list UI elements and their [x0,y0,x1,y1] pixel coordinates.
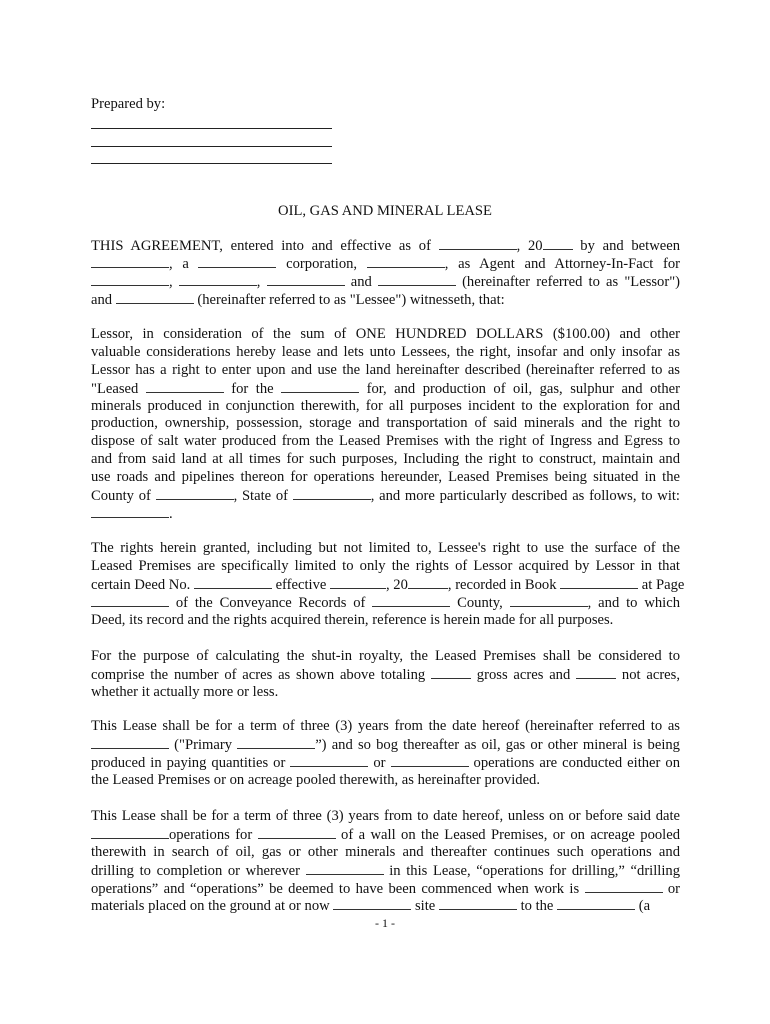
fill-in-blank[interactable] [330,576,386,589]
fill-in-blank[interactable] [439,237,517,250]
paragraph-shut-in-royalty [91,648,680,702]
text-segment: , and to which [587,594,680,611]
fill-in-blank[interactable] [306,862,384,875]
text-line [91,576,685,594]
fill-in-blank[interactable] [372,594,450,607]
text-line [91,754,680,772]
text-line [91,344,680,362]
text-segment: The rights herein granted, including but not limited to, Lessee's right to use the surface of the [91,540,680,556]
text-segment: "Leased [91,380,146,397]
fill-in-blank[interactable] [156,487,234,500]
text-segment: for, and production of oil, gas, sulphur and other [359,380,680,397]
text-segment: therewith in search of oil, gas or other minerals and thereafter continues such operations and [91,843,680,860]
fill-in-blank[interactable] [439,897,517,910]
text-segment: For the purpose of calculating the shut-in royalty, the Leased Premises shall be considered to [91,648,680,664]
text-segment: operations are conducted either on [468,754,680,771]
fill-in-blank[interactable] [367,255,445,268]
text-line [91,844,680,862]
text-segment: produced in paying quantities or [91,754,291,771]
fill-in-blank[interactable] [116,291,194,304]
text-segment: operations” and “operations” be deemed to have been commenced when work is [91,880,585,897]
text-segment: gross acres and [471,666,577,683]
text-segment: , [169,273,179,290]
fill-in-blank[interactable] [431,666,471,679]
text-line [91,718,680,736]
text-segment: , [256,273,267,290]
text-segment: ”) and so bog thereafter as oil, gas or other mineral is being [315,736,680,753]
fill-in-blank[interactable] [237,736,315,749]
text-segment: Lessor has a right to enter upon and use the land hereinafter described (hereinafter referred to as [91,361,680,378]
text-line [91,540,680,558]
text-line [91,880,680,898]
text-line [91,772,680,790]
text-segment: materials placed on the ground at or now [91,898,334,915]
text-line [91,291,680,309]
text-segment: to the [516,898,558,915]
text-line [91,826,680,844]
fill-in-blank[interactable] [267,273,345,286]
fill-in-blank[interactable] [91,255,169,268]
paragraph-agreement [91,237,680,309]
text-segment: THIS AGREEMENT, entered into and effective as of [91,238,439,254]
text-line [91,451,680,469]
text-line [91,326,680,344]
text-segment: comprise the number of acres as shown above totaling [91,666,431,683]
text-segment: (hereinafter referred to as "Lessor") [455,273,681,290]
text-segment: Leased Premises are specifically limited to only the rights of Lessor acquired by Lessor in that [91,557,680,574]
text-segment: This Lease shall be for a term of three (3) years from to date hereof, unless on or before said date [91,808,680,824]
text-segment: or [662,880,680,897]
fill-in-blank[interactable] [378,273,456,286]
text-segment: County, [450,594,510,611]
text-line [91,273,680,291]
text-line [91,237,680,255]
text-line [91,862,680,880]
text-segment: , 20 [516,238,543,254]
fill-in-blank[interactable] [198,255,276,268]
text-segment: County of [91,488,156,505]
fill-in-blank[interactable] [290,754,368,767]
paragraph-term-operations [91,808,680,915]
text-segment: the Leased Premises or on acreage pooled therewith, as hereinafter provided. [91,771,540,788]
fill-in-blank[interactable] [91,594,169,607]
fill-in-blank[interactable] [91,736,169,749]
fill-in-blank[interactable] [543,237,573,250]
text-line [91,684,680,702]
text-segment: effective [271,576,330,593]
paragraph-rights-granted [91,540,685,629]
text-line [91,505,680,523]
fill-in-blank[interactable] [91,273,169,286]
text-segment: operations for [169,826,258,843]
text-line [91,380,680,398]
fill-in-blank[interactable] [194,576,272,589]
paragraph-term-primary [91,718,680,790]
fill-in-blank[interactable] [258,826,336,839]
text-segment: and from said land at all times for such purposes, Including the right to construct, maintain and [91,451,680,468]
text-line [91,558,680,576]
text-segment: This Lease shall be for a term of three (3) years from the date hereof (hereinafter referred to as [91,718,680,734]
fill-in-blank[interactable] [391,754,469,767]
text-segment: of the Conveyance Records of [169,594,373,611]
text-segment: . [169,505,173,522]
fill-in-blank[interactable] [179,273,257,286]
fill-in-blank[interactable] [510,594,588,607]
text-line [91,469,680,487]
text-segment: Deed, its record and the rights acquired therein, reference is herein made for all purposes. [91,611,614,628]
text-segment: not acres, [616,666,680,683]
text-segment: production, ownership, possession, storage and transportation of said minerals and the right to [91,415,680,432]
text-segment: for the [223,380,282,397]
text-segment: use roads and pipelines thereon for operations hereunder, Leased Premises being situated in the [91,469,680,486]
fill-in-blank[interactable] [293,487,371,500]
text-segment: at Page [638,576,685,593]
text-segment: , as Agent and Attorney-In-Fact for [444,255,680,272]
fill-in-blank[interactable] [585,880,663,893]
text-line [91,255,680,273]
text-line [91,808,680,826]
page-number: - 1 - [375,916,395,930]
text-line [91,415,680,433]
text-segment: , a [169,255,199,272]
fill-in-blank[interactable] [557,897,635,910]
text-line [91,487,680,505]
text-segment: , and more particularly described as follows, to wit: [370,488,680,505]
text-segment: (hereinafter referred to as "Lessee") witnesseth, that: [193,291,505,308]
text-segment: , State of [233,488,293,505]
text-line [91,594,680,612]
text-segment: , 20 [386,576,408,593]
text-segment: or [368,754,391,771]
text-line [91,897,680,915]
text-segment: certain Deed No. [91,576,194,593]
fill-in-blank[interactable] [146,380,224,393]
prepared-by-line[interactable] [91,163,332,164]
text-segment: site [411,898,439,915]
text-segment: corporation, [276,255,367,272]
text-line [91,648,680,666]
text-line [91,398,680,416]
text-line [91,612,680,630]
text-segment: valuable considerations hereby lease and lets unto Lessees, the right, insofar and only insofar as [91,343,680,360]
text-line [91,433,680,451]
text-segment: and [344,273,378,290]
text-segment: by and between [572,238,680,254]
prepared-by-line[interactable] [91,146,332,147]
fill-in-blank[interactable] [560,576,638,589]
paragraph-consideration [91,326,680,523]
fill-in-blank[interactable] [281,380,359,393]
text-line [91,362,680,380]
text-segment: Lessor, in consideration of the sum of ONE HUNDRED DOLLARS ($100.00) and other [91,326,680,342]
text-segment: , recorded in Book [447,576,561,593]
text-segment: and [91,291,116,308]
text-line [91,666,680,684]
text-segment: ("Primary [169,736,238,753]
document-title: OIL, GAS AND MINERAL LEASE [278,203,492,219]
fill-in-blank[interactable] [91,826,169,839]
text-segment: (a [635,898,651,915]
text-segment: in this Lease, “operations for drilling,” “drilling [383,862,680,879]
text-segment: minerals produced in conjunction therewith, for all purposes incident to the exploration for and [91,397,680,414]
fill-in-blank[interactable] [91,505,169,518]
text-line [91,736,680,754]
fill-in-blank[interactable] [408,576,448,589]
text-segment: dispose of salt water produced from the Leased Premises with the right of Ingress and Egress to [91,433,680,450]
fill-in-blank[interactable] [333,897,411,910]
text-segment: drilling to completion or wherever [91,862,306,879]
text-segment: whether it actually more or less. [91,683,279,700]
prepared-by-line[interactable] [91,128,332,129]
prepared-by-label: Prepared by: [91,96,166,112]
text-segment: of a wall on the Leased Premises, or on acreage pooled [335,826,681,843]
fill-in-blank[interactable] [576,666,616,679]
